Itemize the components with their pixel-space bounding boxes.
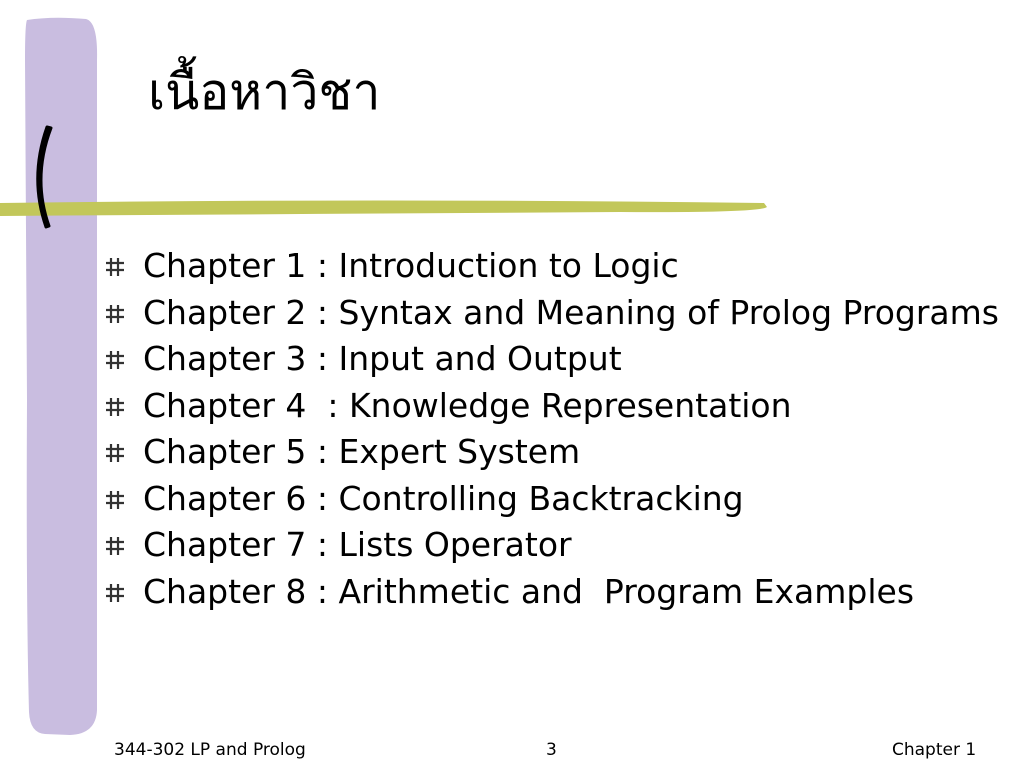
chapter-label: Chapter 8 : Arithmetic and Program Examples bbox=[143, 571, 915, 611]
footer-chapter: Chapter 1 bbox=[892, 740, 977, 760]
list-item bbox=[104, 433, 1014, 470]
list-item bbox=[104, 340, 1014, 377]
list-item bbox=[104, 526, 1014, 563]
list-item bbox=[104, 480, 1014, 517]
chapter-label: Chapter 7 : Lists Operator bbox=[143, 525, 572, 564]
hash-bullet-icon bbox=[104, 303, 126, 325]
hash-bullet-icon bbox=[104, 349, 126, 371]
hash-bullet-icon bbox=[104, 396, 126, 418]
chapter-label: Chapter 3 : Input and Output bbox=[143, 339, 622, 378]
footer-page-number: 3 bbox=[546, 740, 557, 760]
chapter-label: Chapter 1 : Introduction to Logic bbox=[143, 246, 679, 285]
chapter-label: Chapter 5 : Expert System bbox=[143, 432, 581, 471]
slide-title: เนื้อหาวิชา bbox=[148, 63, 381, 121]
hash-bullet-icon bbox=[104, 535, 126, 557]
hash-bullet-icon bbox=[104, 256, 126, 278]
chapter-label: Chapter 6 : Controlling Backtracking bbox=[143, 478, 744, 518]
list-item bbox=[104, 294, 1014, 331]
hash-bullet-icon bbox=[104, 489, 126, 511]
list-item bbox=[104, 387, 1014, 424]
hash-bullet-icon bbox=[104, 442, 126, 464]
lavender-side-bar bbox=[25, 18, 97, 735]
list-item bbox=[104, 247, 1014, 284]
chapter-label: Chapter 2 : Syntax and Meaning of Prolog Programs bbox=[143, 292, 999, 332]
chapter-list bbox=[104, 247, 1014, 619]
olive-horizontal-line bbox=[0, 201, 767, 217]
footer-course: 344-302 LP and Prolog bbox=[114, 740, 306, 760]
chapter-label: Chapter 4 : Knowledge Representation bbox=[143, 385, 792, 425]
hash-bullet-icon bbox=[104, 582, 126, 604]
list-item bbox=[104, 573, 1014, 610]
